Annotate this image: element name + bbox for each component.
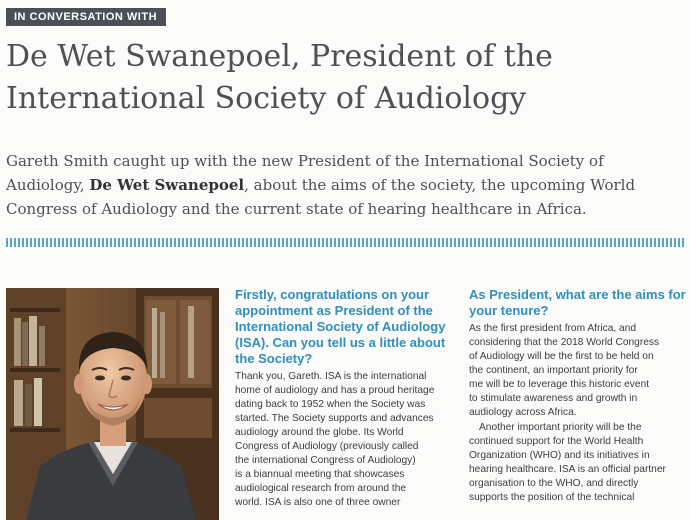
answer-line: of Audiology will be the first to be held on: [469, 351, 654, 362]
headline-line-1: De Wet Swanepoel, President of the: [6, 39, 553, 74]
answer-line: audiology around the globe. Its World: [235, 427, 404, 438]
intro-person-name: De Wet Swanepoel: [89, 176, 245, 194]
question-line: Firstly, congratulations on your: [235, 287, 430, 302]
portrait-photo: [6, 288, 219, 520]
interview-column-2: [469, 287, 687, 505]
answer-line: considering that the 2018 World Congress: [469, 337, 660, 348]
question-line: As President, what are the aims for: [469, 287, 686, 302]
interview-answer: [235, 370, 453, 510]
interview-question: [469, 287, 687, 319]
answer-line: the continent, an important priority for: [469, 365, 638, 376]
interview-question: [235, 287, 453, 367]
answer-line: Congress of Audiology (previously called: [235, 441, 419, 452]
intro-text-end: , about the aims of the society, the upcoming World Congress of Audiology and the current state of hearing healthcare in Africa.: [6, 176, 636, 218]
answer-line: home of audiology and has a proud heritage: [235, 385, 435, 396]
answer-line: started. The Society supports and advances: [235, 413, 434, 424]
interview-answer: [469, 421, 687, 505]
question-line: the Society?: [235, 351, 313, 366]
answer-line: supports the position of the technical: [469, 492, 635, 503]
answer-line: to stimulate awareness and growth in: [469, 393, 638, 404]
intro-text-start: Gareth Smith caught up with the new President of the International Society of Audiology,: [6, 152, 604, 194]
answer-line: Thank you, Gareth. ISA is the international: [235, 371, 427, 382]
question-line: appointment as President of the: [235, 303, 433, 318]
answer-line: is a biannual meeting that showcases: [235, 469, 405, 480]
answer-line: world. ISA is also one of three owner: [235, 497, 401, 508]
answer-line: hearing healthcare. ISA is an official partner: [469, 464, 666, 475]
answer-line: audiology across Africa.: [469, 407, 577, 418]
answer-line: organisation to the WHO, and directly: [469, 478, 639, 489]
answer-line: continued support for the World Health: [469, 436, 644, 447]
answer-line: Another important priority will be the: [479, 422, 642, 433]
question-line: your tenure?: [469, 303, 549, 318]
portrait-illustration: [6, 288, 219, 520]
answer-line: the international Congress of Audiology): [235, 455, 416, 466]
headline-line-2: International Society of Audiology: [6, 81, 527, 116]
article-headline: [6, 36, 686, 120]
interview-answer: [469, 322, 687, 420]
question-line: International Society of Audiology: [235, 319, 446, 334]
answer-line: As the first president from Africa, and: [469, 323, 637, 334]
section-kicker: IN CONVERSATION WITH: [6, 8, 166, 26]
answer-line: audiological research from around the: [235, 483, 407, 494]
answer-line: Organization (WHO) and its initiatives in: [469, 450, 650, 461]
article-intro: [6, 149, 686, 221]
answer-line: me will be to leverage this historic event: [469, 379, 650, 390]
question-line: (ISA). Can you tell us a little about: [235, 335, 446, 350]
interview-column-1: [235, 287, 453, 510]
section-divider: [6, 238, 684, 247]
answer-line: dating back to 1952 when the Society was: [235, 399, 426, 410]
